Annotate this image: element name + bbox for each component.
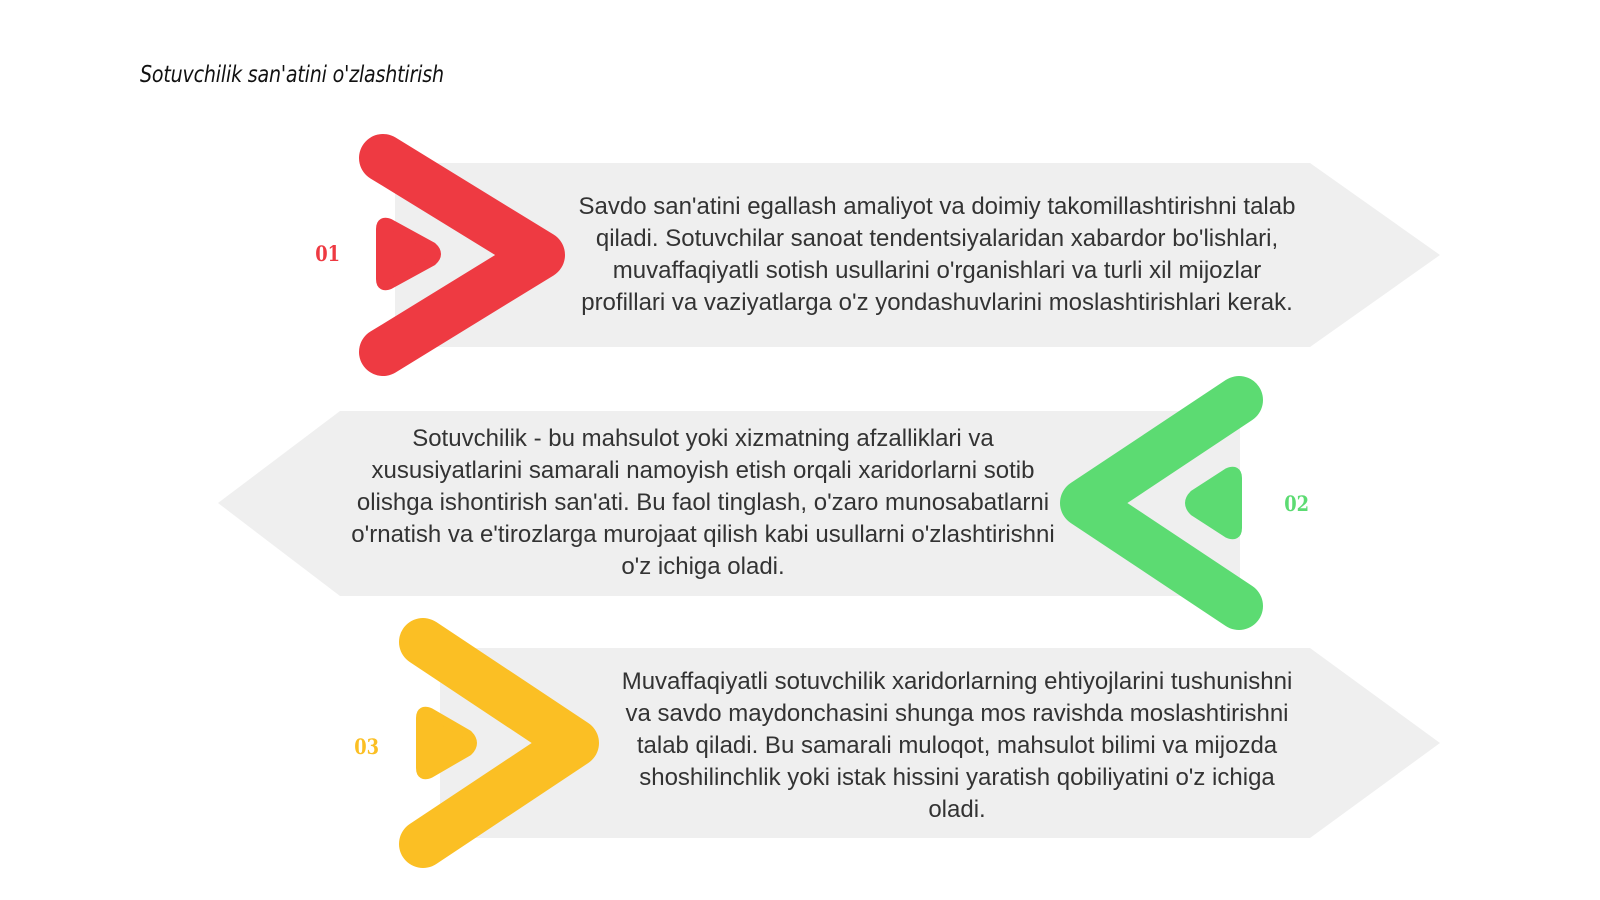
step-1-line: qiladi. Sotuvchilar sanoat tendentsiyalaridan xabardor bo'lishlari,	[595, 225, 1279, 252]
step-3-line: talab qiladi. Bu samarali muloqot, mahsulot bilimi va mijozda	[636, 732, 1278, 759]
step-3-text	[577, 666, 1337, 826]
step-2-line: o'rnatish va e'tirozlarga murojaat qilish kabi usullarni o'zlashtirishni	[351, 521, 1055, 548]
step-2-text	[313, 423, 1093, 583]
step-3-line: shoshilinchlik yoki istak hissini yaratish qobiliyatini o'z ichiga	[639, 764, 1275, 791]
step-3-line: oladi.	[928, 796, 986, 823]
step-1-line: Savdo san'atini egallash amaliyot va doimiy takomillashtirishni talab	[578, 193, 1296, 220]
step-2-line: Sotuvchilik - bu mahsulot yoki xizmatning afzalliklari va	[412, 425, 994, 452]
step-3-line: Muvaffaqiyatli sotuvchilik xaridorlarning ehtiyojlarini tushunishni	[621, 668, 1293, 695]
step-1-line: muvaffaqiyatli sotish usullarini o'rganishlari va turli xil mijozlar	[612, 257, 1262, 284]
step-3-line: va savdo maydonchasini shunga mos ravishda moslashtirishni	[625, 700, 1289, 727]
step-1-number: 01	[315, 241, 341, 266]
step-1-text	[537, 191, 1337, 319]
step-2-line: olishga ishontirish san'ati. Bu faol tinglash, o'zaro munosabatlarni	[356, 489, 1050, 516]
step-2-line: xususiyatlarini samarali namoyish etish orqali xaridorlarni sotib	[371, 457, 1035, 484]
slide-title: Sotuvchilik san'atini o'zlashtirish	[140, 62, 444, 88]
step-2-line: o'z ichiga oladi.	[621, 553, 785, 580]
step-2-number: 02	[1284, 491, 1310, 516]
step-3-number: 03	[354, 734, 380, 759]
step-1-line: profillari va vaziyatlarga o'z yondashuvlarini moslashtirishlari kerak.	[581, 289, 1293, 316]
